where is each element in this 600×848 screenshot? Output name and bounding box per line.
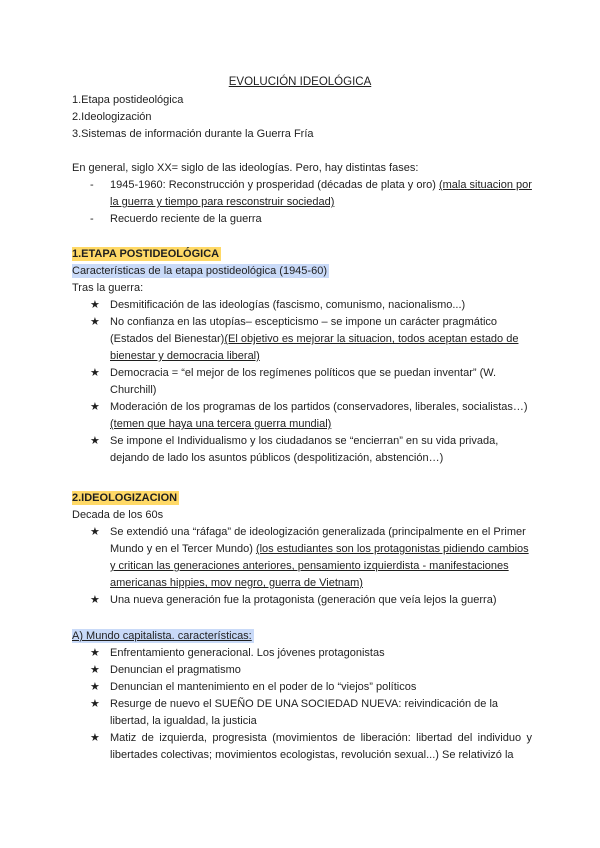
section-lead: Tras la guerra: [72, 282, 144, 294]
dash-bullet: - [90, 213, 94, 225]
star-bullet: ★ [90, 698, 100, 710]
toc-item: 1.Etapa postideológica [72, 94, 184, 106]
dash-bullet: - [90, 179, 94, 191]
intro-block [72, 160, 532, 228]
star-bullet: ★ [90, 526, 100, 538]
star-bullet: ★ [90, 664, 100, 676]
list-item: ★ Enfrentamiento generacional. Los jóvenes protagonistas [72, 645, 532, 662]
intro-text: En general, siglo XX= siglo de las ideologías. Pero, hay distintas fases: [72, 162, 419, 174]
toc-item: 2.Ideologización [72, 111, 152, 123]
list-item: ★ Se impone el Individualismo y los ciudadanos se “encierran” en su vida privada, dejando de lado los asuntos públicos (despolitización, abstención…) [90, 435, 499, 464]
section-subheading: Características de la etapa postideológica (1945-60) [72, 265, 327, 277]
section-capitalist-world [72, 628, 532, 764]
star-bullet: ★ [90, 594, 100, 606]
section-postideological [72, 246, 532, 467]
phase-text: Recuerdo reciente de la guerra [110, 213, 262, 225]
star-bullet: ★ [90, 401, 100, 413]
list-item: ★ Denuncian el mantenimiento en el poder de lo “viejos” políticos [72, 679, 532, 696]
star-bullet: ★ [90, 316, 100, 328]
list-item: ★ Moderación de los programas de los partidos (conservadores, liberales, socialistas…) (temen que haya una tercera guerra mundial) [90, 401, 528, 430]
list-item: ★ Una nueva generación fue la protagonista (generación que veía lejos la guerra) [72, 592, 532, 609]
section-heading: 2.IDEOLOGIZACION [72, 492, 178, 504]
phase-note: (mala situacion por la guerra y tiempo para resconstruir sociedad) [110, 179, 532, 208]
list-item: ★ Denuncian el pragmatismo [72, 662, 532, 679]
star-bullet: ★ [90, 732, 100, 744]
list-item [72, 177, 532, 211]
star-bullet: ★ [90, 435, 100, 447]
toc-item: 3.Sistemas de información durante la Guerra Fría [72, 128, 314, 140]
list-item: ★ Resurge de nuevo el SUEÑO DE UNA SOCIEDAD NUEVA: reivindicación de la libertad, la igualdad, la justicia [90, 698, 499, 727]
section-lead: Decada de los 60s [72, 509, 164, 521]
list-item: ★ Democracia = “el mejor de los regímenes políticos que se puedan inventar” (W. Churchill) [90, 367, 497, 396]
document-title: EVOLUCIÓN IDEOLÓGICA [228, 76, 372, 88]
section-heading: 1.ETAPA POSTIDEOLÓGICA [72, 248, 220, 260]
star-bullet: ★ [90, 647, 100, 659]
phase-text: 1945-1960: Reconstrucción y prosperidad (décadas de plata y oro) [110, 179, 439, 191]
section-ideologization [72, 490, 532, 609]
list-item: ★ Desmitificación de las ideologías (fascismo, comunismo, nacionalismo...) [72, 297, 532, 314]
star-bullet: ★ [90, 299, 100, 311]
list-item: ★ No confianza en las utopías– escepticismo – se impone un carácter pragmático (Estados del Bienestar)(El objetivo es mejorar la situacion, todos aceptan estado de bienestar y democracia liberal) [90, 316, 519, 362]
table-of-contents [72, 92, 532, 143]
list-item: ★ Se extendió una “ráfaga” de ideologización generalizada (principalmente en el Primer Mundo y en el Tercer Mundo) (los estudiantes son los protagonistas pidiendo cambios y critican las generaciones anteriores, pensamiento izquierdista - manifestaciones americanas hippies, mov negro, guerra de Vietnam) [90, 526, 529, 589]
star-bullet: ★ [90, 681, 100, 693]
section-heading: A) Mundo capitalista. características: [72, 630, 252, 642]
star-bullet: ★ [90, 367, 100, 379]
list-item: ★ Matiz de izquierda, progresista (movimientos de liberación: libertad del individuo y libertades colectivas; movimientos ecologistas, revolución sexual...) Se relativizó la [90, 732, 532, 761]
list-item [72, 211, 532, 228]
